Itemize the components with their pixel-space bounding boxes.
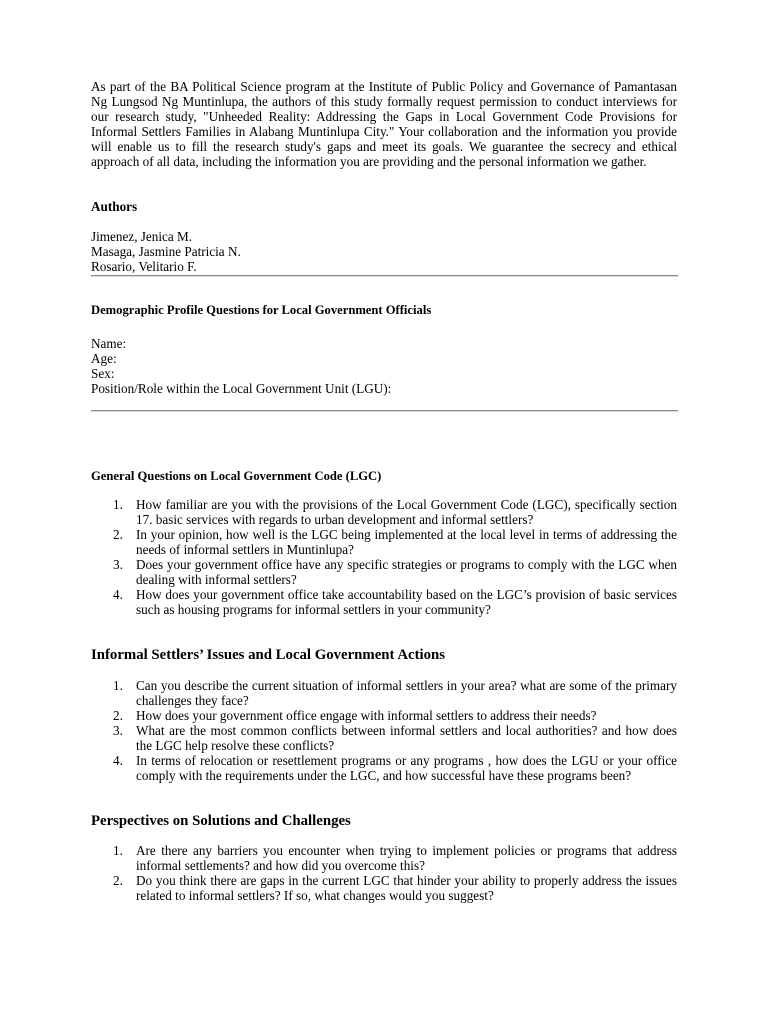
list-item: [91, 708, 677, 723]
issues-heading: Informal Settlers’ Issues and Local Government Actions: [91, 647, 446, 663]
horizontal-rule: [91, 275, 678, 277]
general-questions-heading: General Questions on Local Government Code (LGC): [91, 469, 382, 483]
list-item: [91, 678, 677, 708]
list-item: [91, 753, 677, 783]
question-text: Does your government office have any specific strategies or programs to comply with the LGC when dealing with informal settlers?: [136, 557, 677, 587]
question-text: How does your government office engage with informal settlers to address their needs?: [136, 708, 597, 723]
field-name-label: Name:: [91, 336, 127, 351]
question-text: Are there any barriers you encounter when trying to implement policies or programs that address informal settlements? and how did you overcome this?: [136, 843, 677, 873]
list-item: [91, 843, 677, 873]
field-age-label: Age:: [91, 351, 117, 366]
question-text: In your opinion, how well is the LGC being implemented at the local level in terms of addressing the needs of informal settlers in Muntinlupa?: [136, 527, 677, 557]
solutions-heading: Perspectives on Solutions and Challenges: [91, 813, 351, 829]
list-number: 3.: [113, 557, 123, 572]
question-text: Do you think there are gaps in the current LGC that hinder your ability to properly address the issues related to informal settlers? If so, what changes would you suggest?: [136, 873, 677, 903]
list-number: 1.: [113, 678, 123, 693]
field-sex-label: Sex:: [91, 366, 115, 381]
list-number: 3.: [113, 723, 123, 738]
question-text: How does your government office take accountability based on the LGC’s provision of basic services such as housing programs for informal settlers in your community?: [136, 587, 677, 617]
list-item: [91, 723, 677, 753]
list-item: [91, 527, 677, 557]
question-text: In terms of relocation or resettlement programs or any programs , how does the LGU or your office comply with the requirements under the LGC, and how successful have these programs been?: [136, 753, 677, 783]
list-number: 4.: [113, 587, 123, 602]
list-item: [91, 557, 677, 587]
horizontal-rule: [91, 410, 678, 412]
list-item: [91, 497, 677, 527]
intro-paragraph: As part of the BA Political Science program at the Institute of Public Policy and Governance of Pamantasan Ng Lungsod Ng Muntinlupa, the authors of this study formally request permission to conduct interviews for our research study, "Unheeded Reality: Addressing the Gaps in Local Government Code Provisions for Informal Settlers Families in Alabang Muntinlupa City." Your collaboration and the information you provide will enable us to fill the research study's gaps and meet its goals. We guarantee the secrecy and ethical approach of all data, including the information you are providing and the personal information we gather.: [91, 79, 677, 169]
question-text: How familiar are you with the provisions of the Local Government Code (LGC), specifically section 17. basic services with regards to urban development and informal settlers?: [136, 497, 677, 527]
authors-heading: Authors: [91, 199, 138, 214]
list-item: [91, 873, 677, 903]
list-number: 2.: [113, 873, 123, 888]
demographic-heading: Demographic Profile Questions for Local Government Officials: [91, 303, 432, 317]
field-position-label: Position/Role within the Local Government Unit (LGU):: [91, 381, 392, 396]
question-text: What are the most common conflicts between informal settlers and local authorities? and how does the LGC help resolve these conflicts?: [136, 723, 677, 753]
question-text: Can you describe the current situation of informal settlers in your area? what are some of the primary challenges they face?: [136, 678, 677, 708]
issues-questions-list: [91, 678, 677, 783]
general-questions-list: [91, 497, 677, 617]
author-name: Jimenez, Jenica M.: [91, 229, 193, 244]
list-number: 1.: [113, 843, 123, 858]
list-number: 4.: [113, 753, 123, 768]
author-name: Rosario, Velitario F.: [91, 259, 197, 274]
demographic-fields: [91, 336, 677, 396]
list-number: 1.: [113, 497, 123, 512]
list-item: [91, 587, 677, 617]
authors-list: [91, 229, 677, 274]
solutions-questions-list: [91, 843, 677, 903]
author-name: Masaga, Jasmine Patricia N.: [91, 244, 241, 259]
list-number: 2.: [113, 708, 123, 723]
list-number: 2.: [113, 527, 123, 542]
